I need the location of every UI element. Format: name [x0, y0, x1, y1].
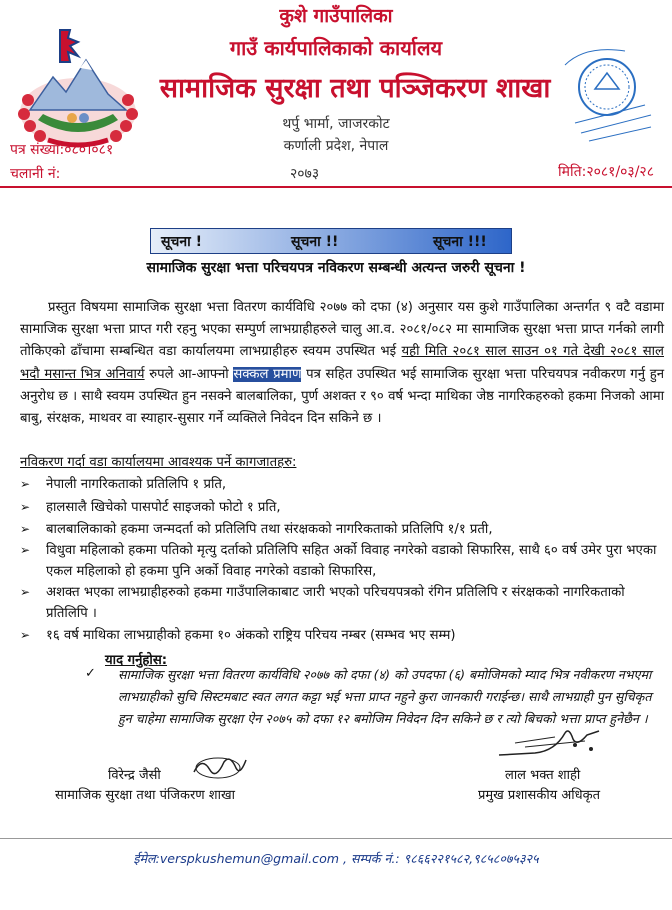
notice-banner — [150, 228, 512, 254]
banner-word-3: सूचना !!! — [433, 234, 487, 250]
right-signatory-title: प्रमुख प्रशासकीय अधिकृत — [478, 788, 601, 803]
left-signature — [190, 752, 250, 782]
highlighted-text: सक्कल प्रमाण — [233, 366, 302, 382]
arrow-bullet-icon: ➢ — [20, 500, 31, 514]
office-stamp — [555, 45, 665, 145]
arrow-bullet-icon: ➢ — [20, 628, 31, 642]
arrow-bullet-icon: ➢ — [20, 522, 31, 536]
body-part-b: रुपले आ-आफ्नो — [144, 366, 234, 382]
reference-number: पत्र संख्या:०८०।०८१ — [10, 142, 114, 158]
arrow-bullet-icon: ➢ — [20, 477, 31, 491]
section-name: सामाजिक सुरक्षा तथा पञ्जिकरण शाखा — [159, 73, 551, 104]
body-part-c: पत्र सहित उपस्थित भई सामाजिक सुरक्षा भत्ता परिचयपत्र नवीकरण गर्नु हुन अनुरोध छ । साथै स्वयम उपस्थित हुन नसक्ने बालबालिका, पुर्ण अशक्त र ९० वर्ष भन्दा माथिका जेष्ठ नागरिकहरुको हकमा निजको आमा बाबु, संरक्षक, माथवर वा स्याहार-सुसार गर्ने व्यक्तिले निवेदन दिन सकिने छ । — [20, 366, 665, 427]
banner-word-2: सूचना !! — [291, 234, 339, 250]
right-signature — [495, 725, 605, 763]
left-signatory-title: सामाजिक सुरक्षा तथा पंजिकरण शाखा — [55, 788, 236, 803]
body-part-a: प्रस्तुत विषयमा सामाजिक सुरक्षा भत्ता वितरण कार्यविधि २०७७ को दफा (४) अनुसार यस कुशे गाउँपालिका अन्तर्गत ९ वटै वडामा सामाजिक सुरक्षा भत्ता प्राप्त गरी रहनु भएका सम्पुर्ण लाभग्राहीहरुले चालु आ.व. २०८१/०८२ मा सामाजिक सुरक्षा भत्ता प्राप्त गर्नको लागी तोकिएको ढाँचामा सम्बन्धित वडा कार्यालयमा लाभग्राहीहरु स्वयम उपस्थित भई — [20, 300, 664, 360]
header-divider — [0, 186, 672, 188]
documents-heading: नविकरण गर्दा वडा कार्यालयमा आवश्यक पर्ने कागजातहरु: — [20, 455, 297, 470]
notice-subject: सामाजिक सुरक्षा भत्ता परिचयपत्र नविकरण सम्बन्धी अत्यन्त जरुरी सूचना ! — [146, 260, 526, 276]
reminder-heading: याद गर्नुहोस: — [105, 653, 168, 668]
year-value: २०७३ — [290, 166, 320, 182]
checkmark-icon: ✓ — [85, 666, 96, 681]
arrow-bullet-icon: ➢ — [20, 543, 31, 557]
municipality-name: कुशे गाउँपालिका — [279, 5, 393, 27]
notice-body — [20, 297, 664, 430]
deadline-text: यही मिति २०८१ साल साउन ०१ गते देखी २०८१ साल भदौ मसान्त भित्र अनिवार्य — [20, 344, 664, 382]
contact-footer[interactable]: ईमेल:verspkushemun@gmail.com , सम्पर्क नं.: ९८६६२२१५८२,९८५८०७५३२५ — [133, 851, 539, 866]
right-signatory-name: लाल भक्त शाही — [505, 768, 581, 783]
address-line: थर्पु भार्मा, जाजरकोट — [282, 116, 390, 132]
letter-date: मिति:२०८१/०३/२८ — [558, 164, 654, 180]
left-signatory-name: विरेन्द्र जैसी — [108, 768, 161, 783]
banner-word-1: सूचना ! — [161, 234, 203, 250]
province-line: कर्णाली प्रदेश, नेपाल — [283, 138, 389, 154]
dispatch-number: चलानी नं: — [10, 166, 61, 182]
footer-divider — [0, 838, 672, 839]
office-name: गाउँ कार्यपालिकाको कार्यालय — [229, 36, 443, 60]
arrow-bullet-icon: ➢ — [20, 585, 31, 599]
reminder-text: सामाजिक सुरक्षा भत्ता वितरण कार्यविधि २०७७ को दफा (४) को उपदफा (६) बमोजिमको म्याद भित्र नवीकरण नभएमा लाभग्राहीको सुचि सिस्टमबाट स्वत लगत कट्टा भई भत्ता प्राप्त नहुने कुरा जानकारी गराईन्छ। साथै लाभग्राही पुन सुचिकृत हुन चाहेमा सामाजिक सुरक्षा ऐन २०७५ को दफा १२ बमोजिम निवेदन दिन सकिने छ र त्यो बिचको भत्ता प्राप्त हुनेछैन । — [118, 667, 652, 726]
